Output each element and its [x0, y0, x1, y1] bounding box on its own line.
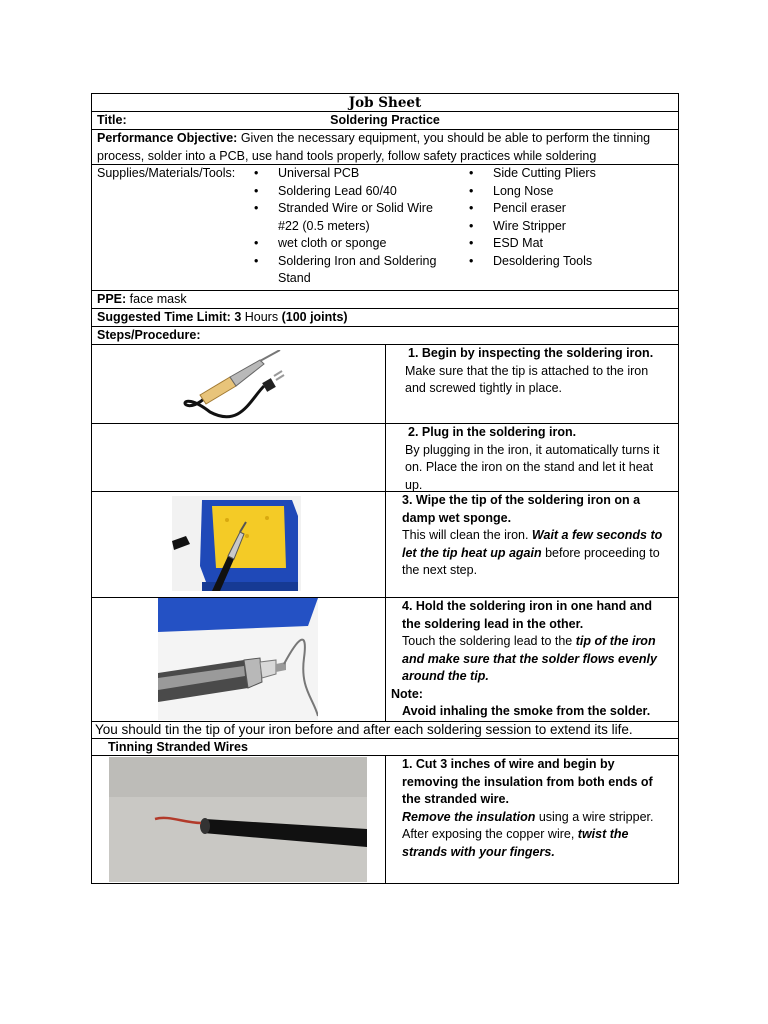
tinning-body — [398, 809, 672, 862]
tool-item: • ESD Mat — [469, 235, 669, 253]
step-2-body: By plugging in the iron, it automatically turns it on. Place the iron on the stand and let it heat up. — [405, 442, 660, 492]
objective-label: Performance Objective: — [97, 131, 238, 145]
step-4-row — [91, 598, 679, 722]
step-4-text — [391, 598, 672, 721]
supplies-list-2 — [469, 165, 669, 270]
step-4-body-a: Touch the soldering lead to the — [402, 634, 576, 648]
time-label: Suggested Time Limit: — [97, 310, 231, 324]
tinning-heading: 1. Cut 3 inches of wire and begin by removing the insulation from both ends of the stranded wire. — [402, 757, 653, 806]
supply-item: • Stranded Wire or Solid Wire #22 (0.5 meters) — [254, 200, 454, 235]
step-3-image-cell — [92, 492, 386, 597]
step-3-body-emphasis: Wait a few seconds to let the tip heat up again — [402, 528, 663, 560]
iron-with-solder-image — [158, 598, 318, 720]
title-row — [91, 112, 679, 130]
tinning-step-row — [91, 756, 679, 884]
step-3-body-c: before proceeding to the next step. — [402, 545, 660, 577]
supply-item: • Universal PCB — [254, 165, 454, 183]
step-3-row — [91, 492, 679, 598]
step-1-text — [398, 345, 672, 398]
tinning-title: Tinning Stranded Wires — [91, 739, 679, 756]
ppe-value: face mask — [129, 292, 187, 306]
tinning-image-cell — [92, 756, 386, 883]
step-4-image-cell — [92, 598, 386, 721]
step-3-heading: 3. Wipe the tip of the soldering iron on a damp wet sponge. — [402, 493, 641, 525]
supplies-list-1 — [254, 165, 454, 288]
step-3-text — [398, 492, 672, 580]
tool-item: • Side Cutting Pliers — [469, 165, 669, 183]
step-4-body — [398, 633, 672, 686]
step-4-body-emphasis: tip of the iron and make sure that the solder flows evenly around the tip. — [402, 634, 657, 683]
step-3-body — [398, 527, 672, 580]
step-4-heading: 4. Hold the soldering iron in one hand and the soldering lead in the other. — [402, 599, 653, 631]
step-1-row — [91, 345, 679, 424]
tool-item: • Pencil eraser — [469, 200, 669, 218]
sponge-stand-image — [172, 496, 301, 591]
sheet-title: Job Sheet — [91, 93, 679, 112]
time-joints: (100 joints) — [281, 310, 348, 324]
supply-item: • Soldering Iron and Soldering Stand — [254, 253, 454, 288]
stranded-wire-image — [109, 757, 367, 882]
step-3-body-a: This will clean the iron. — [402, 528, 532, 542]
title-label: Title: — [97, 113, 127, 127]
title-value: Soldering Practice — [330, 113, 440, 127]
job-sheet — [91, 93, 679, 884]
ppe-label: PPE: — [97, 292, 127, 306]
step-2-image-cell — [92, 424, 386, 491]
tinning-text — [398, 756, 672, 861]
step-1-heading: 1. Begin by inspecting the soldering iron. — [408, 346, 654, 360]
step-2-row — [91, 424, 679, 492]
time-hours: 3 — [234, 310, 242, 324]
time-hours-word: Hours — [244, 310, 279, 324]
step-2-heading: 2. Plug in the soldering iron. — [408, 425, 577, 439]
step-4-note-label: Note: — [391, 686, 423, 701]
step-4-note: Avoid inhaling the smoke from the solder. — [402, 704, 651, 718]
supply-item: • Soldering Lead 60/40 — [254, 183, 454, 201]
supplies-row — [91, 165, 679, 291]
supply-item: • wet cloth or sponge — [254, 235, 454, 253]
tool-item: • Wire Stripper — [469, 218, 669, 236]
tinning-body-emphasis-2: twist the strands with your fingers. — [402, 827, 629, 859]
step-1-body: Make sure that the tip is attached to the iron and screwed tightly in place. — [405, 363, 649, 395]
supplies-label: Supplies/Materials/Tools: — [97, 166, 236, 180]
tin-note: You should tin the tip of your iron before and after each soldering session to extend its life. — [91, 722, 679, 739]
tool-item: • Long Nose — [469, 183, 669, 201]
objective-row — [91, 130, 679, 165]
ppe-row — [91, 291, 679, 309]
soldering-iron-image — [180, 350, 296, 420]
objective-text: Given the necessary equipment, you should be able to perform the tinning process, solder into a PCB, use hand tools properly, follow safety practices while soldering — [97, 131, 651, 163]
tinning-body-emphasis-1: Remove the insulation — [402, 809, 536, 824]
step-1-image-cell — [92, 345, 386, 423]
tool-item: • Desoldering Tools — [469, 253, 669, 271]
steps-label: Steps/Procedure: — [91, 327, 679, 345]
step-2-text — [398, 424, 672, 494]
tinning-body-b: using a wire stripper. After exposing the copper wire, — [402, 809, 654, 841]
time-row — [91, 309, 679, 327]
